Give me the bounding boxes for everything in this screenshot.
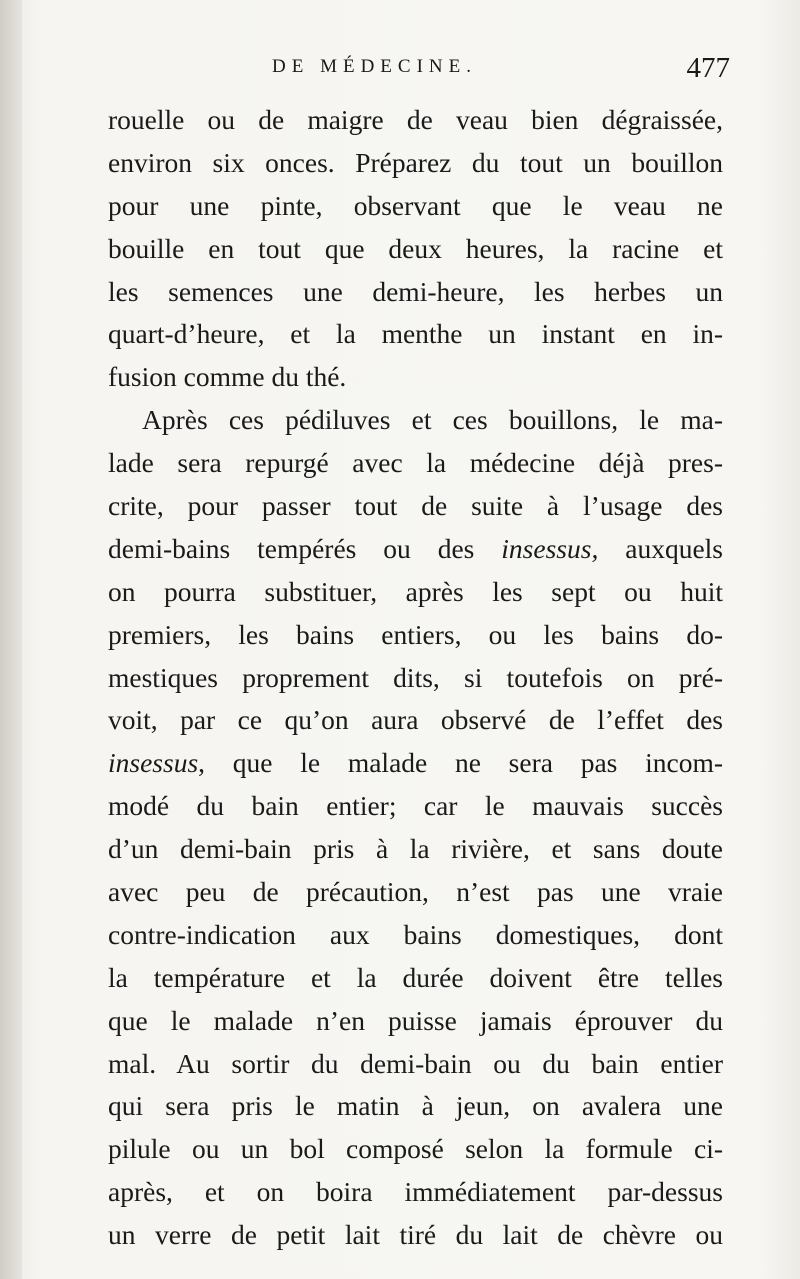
text-segment: auxquels — [598, 532, 724, 564]
italic-term: insessus — [108, 747, 199, 779]
text-line: voit, par ce qu’on aura observé de l’effet des — [108, 704, 723, 736]
text-segment: , que le malade ne sera pas incom- — [198, 747, 723, 779]
text-line — [108, 742, 723, 785]
text-line: environ six onces. Préparez du tout un bouillon — [108, 146, 723, 178]
text-line: fusion comme du thé. — [108, 361, 347, 393]
text-line: un verre de petit lait tiré du lait de chèvre ou — [108, 1219, 723, 1251]
italic-term: insessus, — [501, 532, 599, 564]
page-gutter-shadow — [0, 0, 22, 1279]
text-line: avec peu de précaution, n’est pas une vraie — [108, 876, 723, 908]
page-number: 477 — [686, 52, 730, 84]
body-text — [108, 99, 723, 1257]
text-line: les semences une demi-heure, les herbes un — [108, 275, 723, 307]
text-line: pilule ou un bol composé selon la formule ci- — [108, 1133, 723, 1165]
text-line: quart-d’heure, et la menthe un instant en in- — [108, 318, 723, 350]
text-line: crite, pour passer tout de suite à l’usage des — [108, 490, 723, 522]
text-line: pour une pinte, observant que le veau ne — [108, 189, 723, 221]
text-line: Après ces pédiluves et ces bouillons, le ma- — [142, 404, 723, 436]
text-line: la température et la durée doivent être telles — [108, 961, 723, 993]
text-line: mal. Au sortir du demi-bain ou du bain entier — [108, 1047, 723, 1079]
text-line — [108, 528, 723, 571]
text-line: d’un demi-bain pris à la rivière, et sans doute — [108, 833, 723, 865]
page-header — [110, 50, 730, 100]
text-line: contre-indication aux bains domestiques, dont — [108, 918, 723, 950]
running-head: DE MÉDECINE. — [272, 56, 477, 77]
text-line: rouelle ou de maigre de veau bien dégraissée, — [108, 104, 723, 135]
text-segment: demi-bains tempérés ou des — [108, 532, 502, 564]
text-line: lade sera repurgé avec la médecine déjà pres- — [108, 447, 723, 479]
text-line: qui sera pris le matin à jeun, on avalera une — [108, 1090, 723, 1122]
text-line: modé du bain entier; car le mauvais succès — [108, 790, 723, 822]
text-line: bouille en tout que deux heures, la racine et — [108, 232, 723, 264]
text-line: on pourra substituer, après les sept ou huit — [108, 575, 723, 607]
text-line: mestiques proprement dits, si toutefois on pré- — [108, 661, 723, 693]
text-line: que le malade n’en puisse jamais éprouver du — [108, 1004, 723, 1036]
text-line: premiers, les bains entiers, ou les bains do- — [108, 618, 723, 650]
text-line: après, et on boira immédiatement par-dessus — [108, 1176, 723, 1208]
